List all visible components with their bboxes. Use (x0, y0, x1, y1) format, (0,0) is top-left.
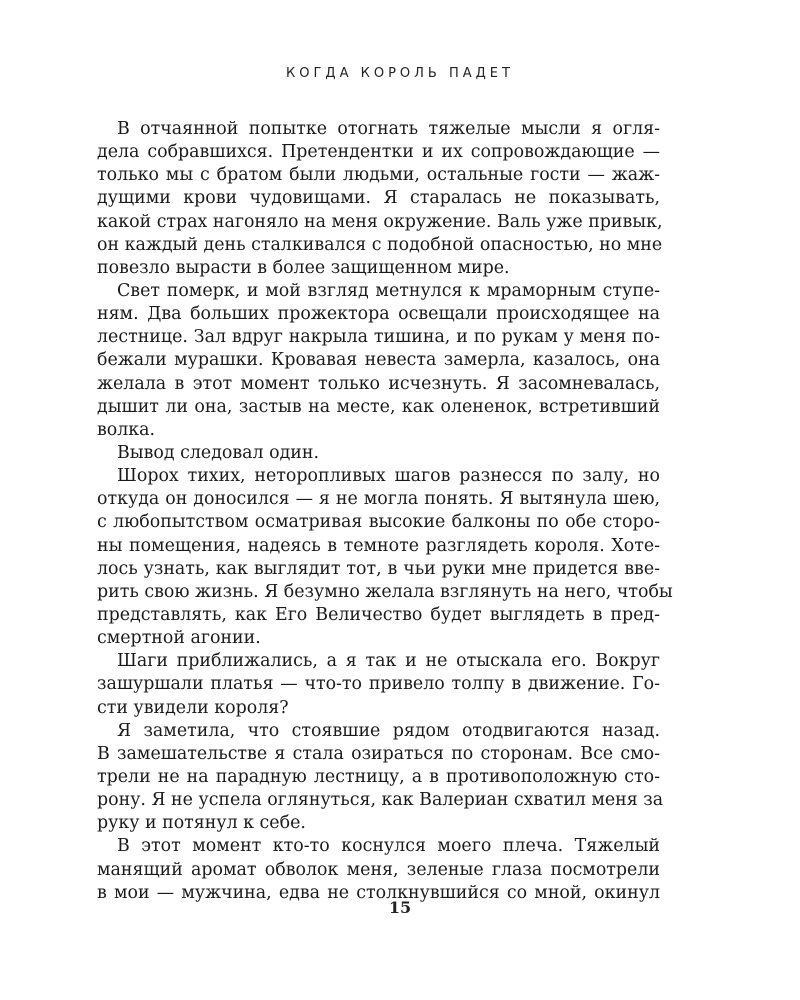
text-line: ны помещения, надеясь в темноте разглядеть короля. Хоте- (97, 535, 660, 556)
text-line: волка. (97, 419, 156, 440)
page-number: 15 (388, 898, 412, 917)
body-text (97, 118, 673, 905)
text-line: руку и потянул к себе. (97, 813, 306, 834)
text-line: Шорох тихих, неторопливых шагов разнесся по залу, но (117, 466, 660, 487)
text-line: рить свою жизнь. Я безумно желала взглянуть на него, чтобы (97, 581, 673, 602)
text-line: ням. Два больших прожектора освещали происходящее на (97, 304, 660, 325)
text-line: дела собравшихся. Претендентки и их сопровождающие — (97, 142, 660, 163)
text-line: Вывод следовал один. (117, 442, 319, 463)
text-line: В этот момент кто-то коснулся моего плеча. Тяжелый (117, 836, 660, 857)
text-line: в мои — мужчина, едва не столкнувшийся со мной, окинул (97, 882, 660, 903)
text-line: рону. Я не успела оглянуться, как Валериан схватил меня за (97, 790, 664, 811)
text-line: дышит ли она, застыв на месте, как олененок, встретивший (97, 396, 660, 417)
running-head: КОГДА КОРОЛЬ ПАДЕТ (286, 66, 514, 81)
text-line: представлять, как Его Величество будет выглядеть в пред- (97, 604, 660, 625)
text-line: с любопытством осматривая высокие балконы по обе сторо- (97, 512, 660, 533)
text-line: дущими крови чудовищами. Я старалась не показывать, (97, 188, 660, 209)
text-line: В отчаянной попытке отогнать тяжелые мысли я огля- (117, 119, 660, 139)
text-line: манящий аромат обволок меня, зеленые глаза посмотрели (97, 859, 660, 880)
text-line: трели не на парадную лестницу, а в противоположную сто- (97, 766, 660, 787)
text-line: желала в этот момент только исчезнуть. Я засомневалась, (97, 373, 660, 394)
text-line: лось узнать, как выглядит тот, в чьи руки мне придется вве- (97, 558, 660, 579)
text-line: только мы с братом были людьми, остальные гости — жаж- (97, 165, 660, 186)
text-line: лестнице. Зал вдруг накрыла тишина, и по рукам у меня по- (97, 327, 660, 348)
text-line: откуда он доносился — я не могла понять. Я вытянула шею, (97, 489, 660, 510)
text-line: Свет померк, и мой взгляд метнулся к мраморным ступе- (117, 280, 660, 301)
text-line: смертной агонии. (97, 628, 261, 649)
text-line: повезло вырасти в более защищенном мире. (97, 257, 510, 278)
text-line: В замешательстве я стала озираться по сторонам. Все смо- (97, 743, 660, 764)
text-line: зашуршали платья — что-то привело толпу в движение. Го- (97, 674, 660, 695)
text-line: сти увидели короля? (97, 697, 289, 718)
text-line: Я заметила, что стоявшие рядом отодвигаются назад. (117, 720, 660, 741)
text-line: какой страх нагоняло на меня окружение. Валь уже привык, (97, 211, 663, 232)
text-line: бежали мурашки. Кровавая невеста замерла, казалось, она (97, 350, 660, 371)
text-line: Шаги приближались, а я так и не отыскала его. Вокруг (117, 651, 660, 672)
text-line: он каждый день сталкивался с подобной опасностью, но мне (97, 234, 663, 255)
